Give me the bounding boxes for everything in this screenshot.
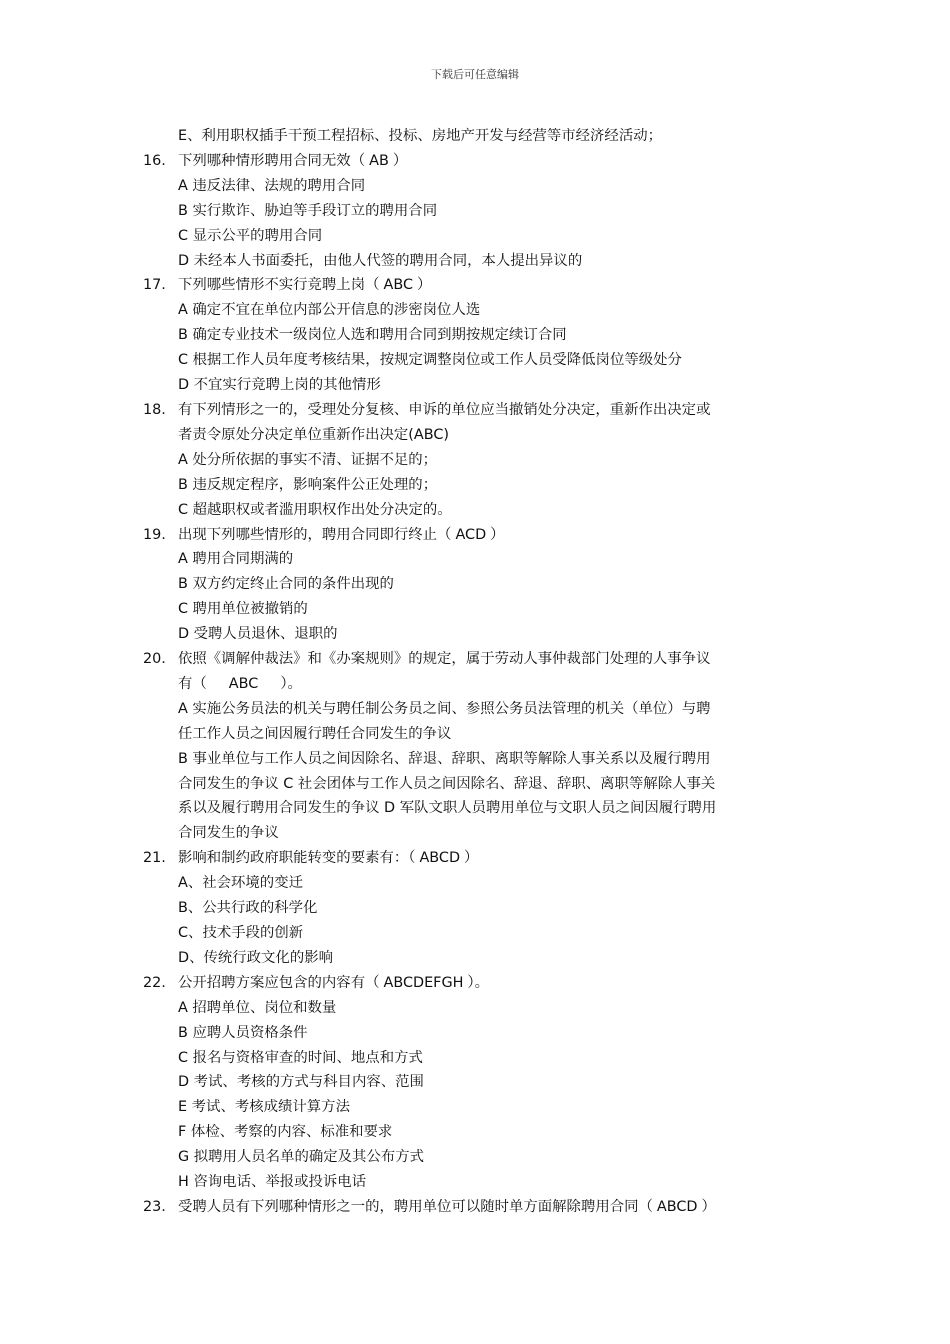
option-line: 合同发生的争议 (178, 825, 279, 842)
answer: ABC (383, 277, 413, 294)
option: C 报名与资格审查的时间、地点和方式 (178, 1049, 423, 1066)
option: D 考试、考核的方式与科目内容、范围 (178, 1074, 424, 1091)
option-line: 系以及履行聘用合同发生的争议 D 军队文职人员聘用单位与文职人员之间因履行聘用 (178, 800, 717, 817)
question-text: 受聘人员有下列哪种情形之一的，聘用单位可以随时单方面解除聘用合同（ (178, 1198, 653, 1215)
option: A 处分所依据的事实不清、证据不足的； (178, 451, 438, 468)
question-text: 公开招聘方案应包含的内容有（ (178, 974, 380, 991)
option: B、公共行政的科学化 (178, 900, 318, 917)
question-text-continued: 者责令原处分决定单位重新作出决定(ABC) (178, 426, 449, 443)
option: B 应聘人员资格条件 (178, 1024, 308, 1041)
question-number: 17. (143, 277, 166, 294)
question-number: 18. (143, 401, 166, 418)
question-number: 22. (143, 974, 166, 991)
question-text: 有下列情形之一的，受理处分复核、申诉的单位应当撤销处分决定，重新作出决定或 (178, 401, 711, 418)
question-18 (143, 398, 813, 423)
answer: ABC (228, 675, 259, 692)
question-21: 21. 影响和制约政府职能转变的要素有：（ ABCD ） (143, 846, 813, 871)
intro-line: E、利用职权插手干预工程招标、投标、房地产开发与经营等市经济经活动； (178, 128, 662, 144)
option: B 确定专业技术一级岗位人选和聘用合同到期按规定续订合同 (178, 327, 567, 344)
option: A、社会环境的变迁 (178, 875, 303, 892)
option: E 考试、考核成绩计算方法 (178, 1099, 350, 1116)
question-number: 19. (143, 526, 166, 543)
option: A 确定不宜在单位内部公开信息的涉密岗位人选 (178, 302, 481, 319)
option: C 显示公平的聘用合同 (178, 227, 323, 244)
document-body (143, 124, 813, 1220)
option: F 体检、考察的内容、标准和要求 (178, 1124, 393, 1141)
page-header: 下载后可任意编辑 (431, 68, 519, 81)
answer: ABCD (419, 850, 461, 867)
answer: ABCD (656, 1198, 698, 1215)
question-22: 22. 公开招聘方案应包含的内容有（ ABCDEFGH ）。 (143, 971, 813, 996)
question-text: 下列哪些情形不实行竞聘上岗（ (178, 277, 380, 294)
option: C 超越职权或者滥用职权作出处分决定的。 (178, 501, 452, 518)
option-line: 合同发生的争议 C 社会团体与工作人员之间因除名、辞退、辞职、离职等解除人事关 (178, 775, 716, 792)
option: A 招聘单位、岗位和数量 (178, 999, 337, 1016)
option: A 聘用合同期满的 (178, 551, 294, 568)
option: C 根据工作人员年度考核结果，按规定调整岗位或工作人员受降低岗位等级处分 (178, 352, 682, 369)
option: D 未经本人书面委托，由他人代签的聘用合同，本人提出异议的 (178, 252, 583, 269)
option-line: A 实施公务员法的机关与聘任制公务员之间、参照公务员法管理的机关（单位）与聘 (178, 700, 711, 717)
option: C、技术手段的创新 (178, 925, 304, 941)
question-23: 23. 受聘人员有下列哪种情形之一的，聘用单位可以随时单方面解除聘用合同（ ABCD ） (143, 1195, 813, 1220)
option-line: B 事业单位与工作人员之间因除名、辞退、辞职、离职等解除人事关系以及履行聘用 (178, 750, 711, 767)
option: A 违反法律、法规的聘用合同 (178, 177, 366, 194)
question-text: 影响和制约政府职能转变的要素有：（ (178, 850, 416, 867)
question-20 (143, 647, 813, 672)
option: D、传统行政文化的影响 (178, 949, 333, 966)
question-number: 23. (143, 1198, 166, 1215)
question-16: 16. 下列哪种情形聘用合同无效（ AB ） (143, 149, 813, 174)
question-number: 16. (143, 152, 166, 169)
option: D 受聘人员退休、退职的 (178, 626, 338, 643)
question-text: 出现下列哪些情形的，聘用合同即行终止（ (178, 526, 452, 543)
option: H 咨询电话、举报或投诉电话 (178, 1174, 367, 1191)
question-number: 21. (143, 850, 166, 867)
question-text: 下列哪种情形聘用合同无效（ (178, 152, 366, 169)
question-19: 19. 出现下列哪些情形的，聘用合同即行终止（ ACD ） (143, 523, 813, 548)
option: B 违反规定程序，影响案件公正处理的； (178, 476, 438, 493)
option: D 不宜实行竞聘上岗的其他情形 (178, 377, 381, 394)
option: B 双方约定终止合同的条件出现的 (178, 576, 394, 593)
option: C 聘用单位被撤销的 (178, 601, 308, 618)
option-line: 任工作人员之间因履行聘任合同发生的争议 (178, 725, 452, 742)
answer: ACD (455, 526, 487, 543)
question-number: 20. (143, 651, 166, 668)
option: G 拟聘用人员名单的确定及其公布方式 (178, 1149, 424, 1166)
question-17: 17. 下列哪些情形不实行竞聘上岗（ ABC ） (143, 273, 813, 298)
answer: ABCDEFGH (383, 974, 464, 991)
option: B 实行欺诈、胁迫等手段订立的聘用合同 (178, 202, 438, 219)
answer: AB (369, 152, 389, 169)
question-text-continued: 有（ ABC ）。 (178, 675, 302, 692)
question-text: 依照《调解仲裁法》和《办案规则》的规定，属于劳动人事仲裁部门处理的人事争议 (178, 651, 711, 668)
